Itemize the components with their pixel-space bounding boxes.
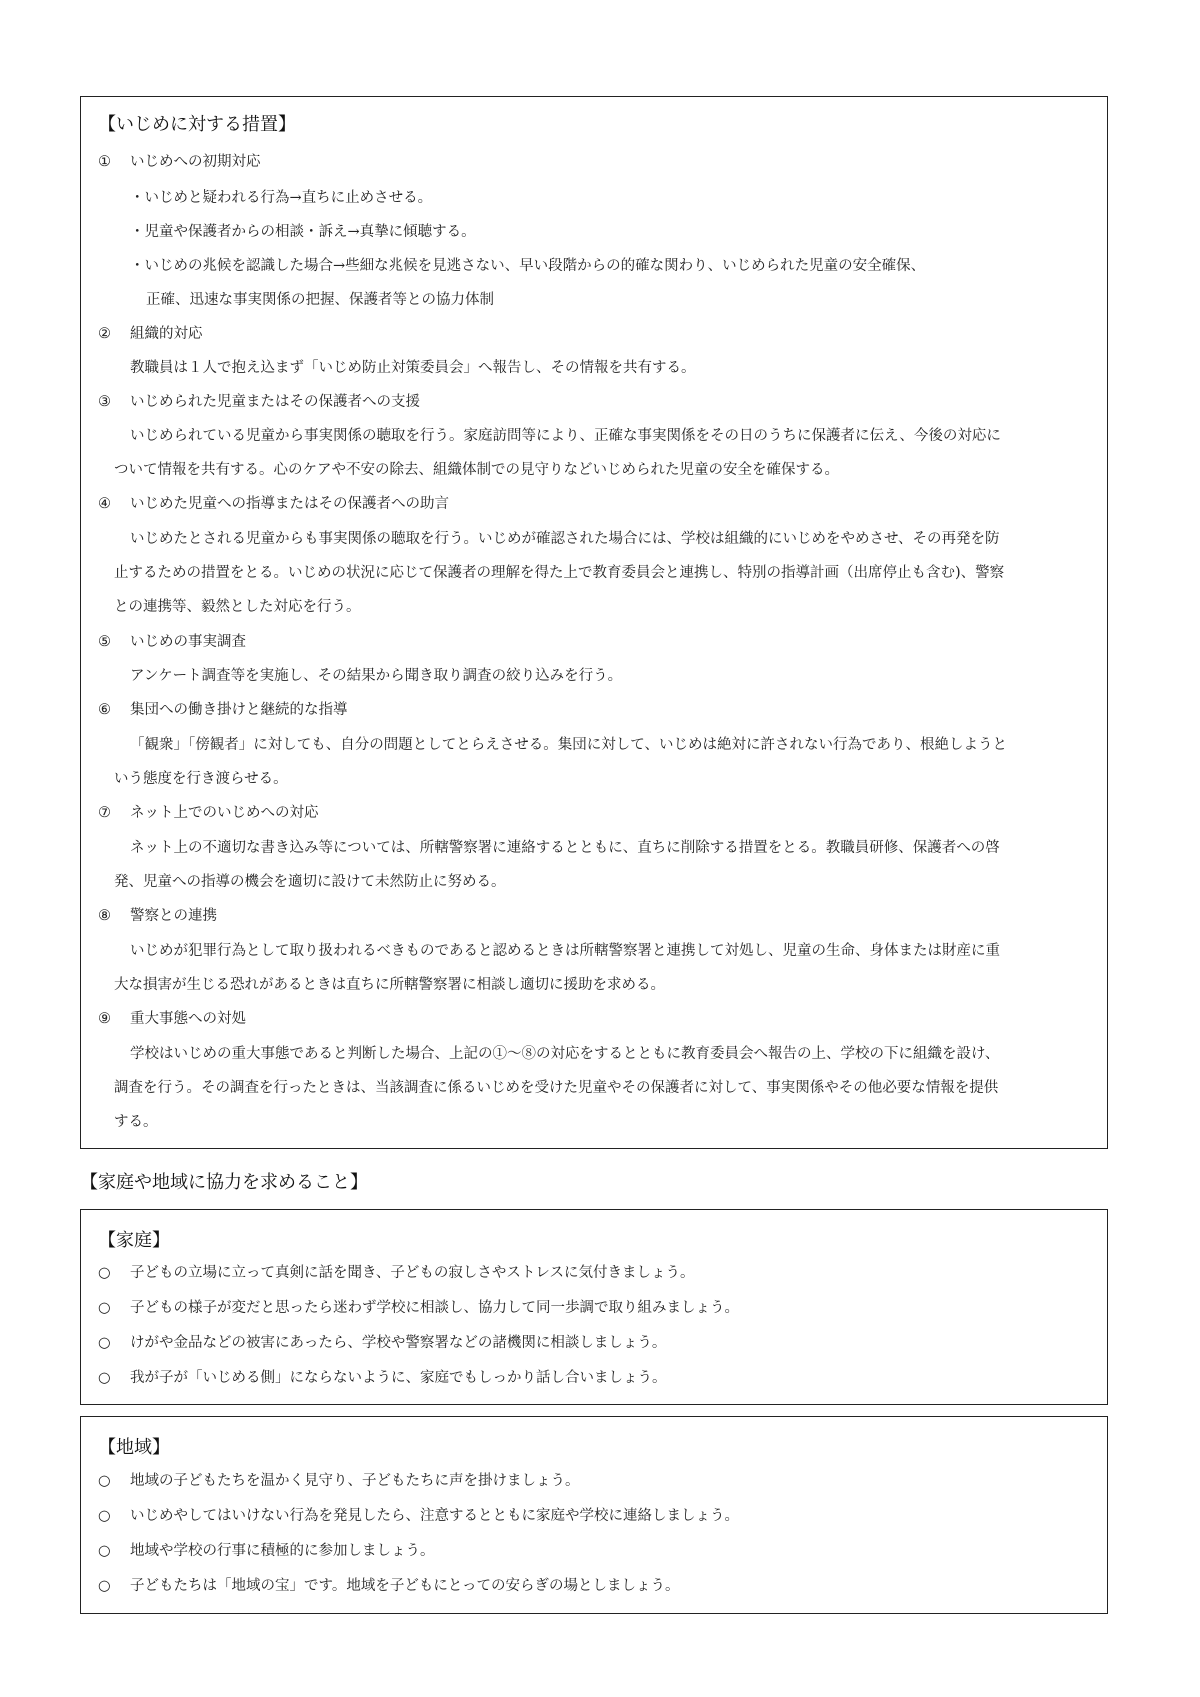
item-line: との連携等、毅然とした対応を行う。 (114, 599, 361, 615)
item-title: ネット上でのいじめへの対応 (130, 805, 319, 821)
item-title: いじめへの初期対応 (130, 154, 261, 170)
item-title: 警察との連携 (130, 908, 217, 924)
item-number: ⑧ (98, 908, 111, 924)
bullet-icon: ○ (98, 1473, 111, 1489)
item-title: いじめた児童への指導またはその保護者への助言 (130, 496, 449, 512)
item-title: 組織的対応 (130, 326, 203, 342)
item-number: ⑥ (98, 702, 111, 718)
item-number: ③ (98, 394, 111, 410)
item-line: いじめが犯罪行為として取り扱われるべきものであると認めるときは所轄警察署と連携して対処し、児童の生命、身体または財産に重 (130, 943, 1000, 959)
bullet-icon: ○ (98, 1508, 111, 1524)
bullet-icon: ○ (98, 1265, 111, 1281)
item-number: ① (98, 154, 111, 170)
item-number: ② (98, 326, 111, 342)
community-item: いじめやしてはいけない行為を発見したら、注意するとともに家庭や学校に連絡しましょう。 (130, 1508, 739, 1524)
cooperation-heading: 【家庭や地域に協力を求めること】 (80, 1172, 368, 1193)
item-line: 調査を行う。その調査を行ったときは、当該調査に係るいじめを受けた児童やその保護者に対して、事実関係やその他必要な情報を提供 (114, 1080, 999, 1096)
item-number: ⑤ (98, 634, 111, 650)
item-title: いじめの事実調査 (130, 634, 246, 650)
bullet-icon: ○ (98, 1578, 111, 1594)
home-item: けがや金品などの被害にあったら、学校や警察署などの諸機関に相談しましょう。 (130, 1335, 667, 1351)
community-item: 地域の子どもたちを温かく見守り、子どもたちに声を掛けましょう。 (130, 1473, 580, 1489)
bullet-icon: ○ (98, 1335, 111, 1351)
home-item: 我が子が「いじめる側」にならないように、家庭でもしっかり話し合いましょう。 (130, 1370, 667, 1386)
item-line: いう態度を行き渡らせる。 (114, 771, 288, 787)
item-line: 大な損害が生じる恐れがあるときは直ちに所轄警察署に相談し適切に援助を求める。 (114, 977, 665, 993)
home-item: 子どもの立場に立って真剣に話を聞き、子どもの寂しさやストレスに気付きましょう。 (130, 1265, 695, 1281)
item-number: ⑨ (98, 1011, 111, 1027)
home-heading: 【家庭】 (98, 1230, 170, 1251)
community-heading: 【地域】 (98, 1437, 170, 1458)
bullet-icon: ○ (98, 1543, 111, 1559)
item-line: 教職員は１人で抱え込まず「いじめ防止対策委員会」へ報告し、その情報を共有する。 (130, 360, 696, 376)
item-number: ⑦ (98, 805, 111, 821)
community-item: 地域や学校の行事に積極的に参加しましょう。 (130, 1543, 435, 1559)
item-line: 「観衆」「傍観者」に対しても、自分の問題としてとらえさせる。集団に対して、いじめは絶対に許されない行為であり、根絶しようと (130, 737, 1007, 753)
bullet-icon: ○ (98, 1300, 111, 1316)
item-line: いじめられている児童から事実関係の聴取を行う。家庭訪問等により、正確な事実関係をその日のうちに保護者に伝え、今後の対応に (130, 428, 1001, 444)
item-number: ④ (98, 496, 111, 512)
bullet-icon: ○ (98, 1370, 111, 1386)
item-line: 正確、迅速な事実関係の把握、保護者等との協力体制 (146, 292, 494, 308)
item-line: ついて情報を共有する。心のケアや不安の除去、組織体制での見守りなどいじめられた児童の安全を確保する。 (114, 462, 839, 478)
item-line: する。 (114, 1114, 158, 1130)
item-line: 止するための措置をとる。いじめの状況に応じて保護者の理解を得た上で教育委員会と連携し、特別の指導計画（出席停止も含む)、警察 (114, 565, 1005, 581)
item-title: いじめられた児童またはその保護者への支援 (130, 394, 420, 410)
item-line: ネット上の不適切な書き込み等については、所轄警察署に連絡するとともに、直ちに削除する措置をとる。教職員研修、保護者への啓 (130, 840, 1000, 856)
item-title: 重大事態への対処 (130, 1011, 246, 1027)
community-item: 子どもたちは「地域の宝」です。地域を子どもにとっての安らぎの場としましょう。 (130, 1578, 680, 1594)
item-line: いじめたとされる児童からも事実関係の聴取を行う。いじめが確認された場合には、学校は組織的にいじめをやめさせ、その再発を防 (130, 531, 1000, 547)
home-item: 子どもの様子が変だと思ったら迷わず学校に相談し、協力して同一歩調で取り組みましょう。 (130, 1300, 739, 1316)
item-line: 学校はいじめの重大事態であると判断した場合、上記の①～⑧の対応をするとともに教育委員会へ報告の上、学校の下に組織を設け、 (130, 1046, 1000, 1062)
item-line: ・いじめの兆候を認識した場合→些細な兆候を見逃さない、早い段階からの的確な関わり、いじめられた児童の安全確保、 (130, 258, 926, 274)
item-line: アンケート調査等を実施し、その結果から聞き取り調査の絞り込みを行う。 (130, 668, 623, 684)
measures-heading: 【いじめに対する措置】 (98, 114, 296, 135)
item-line: ・いじめと疑われる行為→直ちに止めさせる。 (130, 190, 433, 206)
item-line: ・児童や保護者からの相談・訴え→真摯に傾聴する。 (130, 224, 476, 240)
item-title: 集団への働き掛けと継続的な指導 (130, 702, 348, 718)
item-line: 発、児童への指導の機会を適切に設けて未然防止に努める。 (114, 874, 506, 890)
